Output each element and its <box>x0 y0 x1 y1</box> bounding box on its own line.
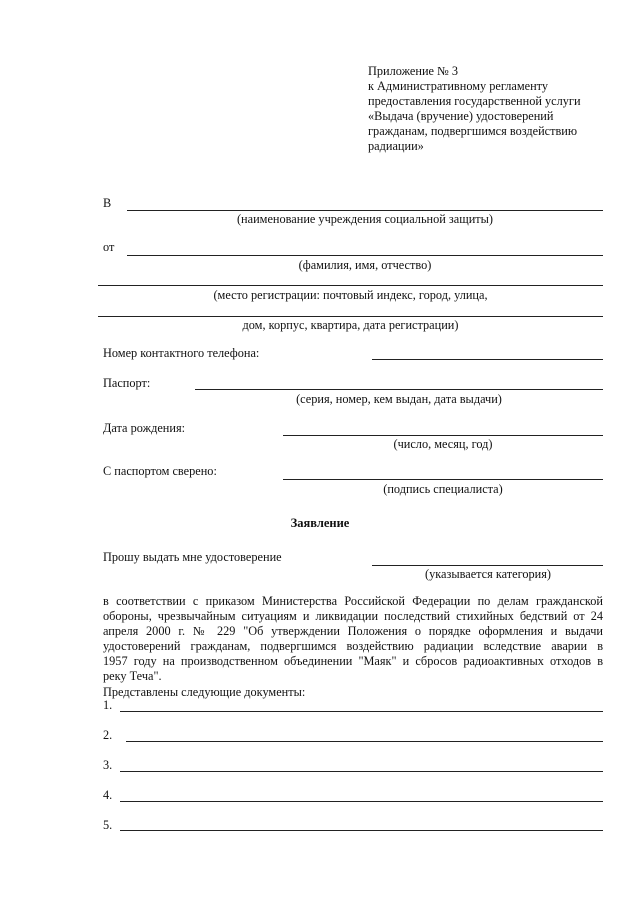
institution-caption: (наименование учреждения социальной защиты) <box>236 212 494 226</box>
category-field[interactable] <box>372 565 603 566</box>
body-line: 1957 году на производственном объединении "Маяк" и сбросов радиоактивных отходов в <box>103 654 603 669</box>
birth-date-label: Дата рождения: <box>103 421 186 435</box>
annex-line: к Административному регламенту <box>368 79 549 94</box>
annex-line: гражданам, подвергшимся воздействию <box>368 124 578 139</box>
document-field-5[interactable] <box>120 830 603 831</box>
annex-line: Приложение № 3 <box>368 64 459 78</box>
documents-label: Представлены следующие документы: <box>103 684 306 699</box>
doc-number: 3. <box>103 758 113 772</box>
doc-number: 4. <box>103 788 113 802</box>
specialist-signature-caption: (подпись специалиста) <box>383 482 503 496</box>
address-field-1[interactable] <box>98 285 603 286</box>
phone-field[interactable] <box>372 359 603 360</box>
doc-number: 2. <box>103 728 113 742</box>
body-line: апреля 2000 г. № 229 "Об утверждении Положения о порядке оформления и выдачи <box>103 624 603 639</box>
birth-date-caption: (число, месяц, год) <box>393 437 493 451</box>
document-field-4[interactable] <box>120 801 603 802</box>
annex-line: «Выдача (вручение) удостоверений <box>368 109 554 124</box>
annex-header <box>368 64 608 155</box>
body-line: реку Теча". <box>103 669 162 684</box>
phone-label: Номер контактного телефона: <box>103 346 260 360</box>
passport-caption: (серия, номер, кем выдан, дата выдачи) <box>296 392 502 406</box>
to-prefix: В <box>103 196 112 210</box>
document-field-1[interactable] <box>120 711 603 712</box>
doc-number: 5. <box>103 818 113 832</box>
annex-line: радиации» <box>368 139 424 154</box>
body-line: в соответствии с приказом Министерства Российской Федерации по делам гражданской <box>103 594 603 608</box>
from-prefix: от <box>103 240 115 254</box>
verified-label: С паспортом сверено: <box>103 464 217 478</box>
address-caption-1: (место регистрации: почтовый индекс, город, улица, <box>213 288 488 302</box>
birth-date-field[interactable] <box>283 435 603 436</box>
institution-field[interactable] <box>127 210 603 211</box>
body-line: удостоверений гражданам, подвергшимся воздействию радиации вследствие аварии в <box>103 639 603 654</box>
passport-label: Паспорт: <box>103 376 151 390</box>
statement-body <box>103 594 603 700</box>
address-caption-2: дом, корпус, квартира, дата регистрации) <box>242 318 459 332</box>
annex-line: предоставления государственной услуги <box>368 94 581 109</box>
full-name-caption: (фамилия, имя, отчество) <box>298 258 432 272</box>
document-field-3[interactable] <box>120 771 603 772</box>
specialist-signature-field[interactable] <box>283 479 603 480</box>
full-name-field[interactable] <box>127 255 603 256</box>
statement-title: Заявление <box>290 516 350 530</box>
address-field-2[interactable] <box>98 316 603 317</box>
category-caption: (указывается категория) <box>424 567 551 581</box>
request-label: Прошу выдать мне удостоверение <box>103 550 282 564</box>
doc-number: 1. <box>103 698 113 712</box>
body-line: обороны, чрезвычайным ситуациям и ликвидации последствий стихийных бедствий от 24 <box>103 609 603 624</box>
document-field-2[interactable] <box>126 741 603 742</box>
passport-field[interactable] <box>195 389 603 390</box>
